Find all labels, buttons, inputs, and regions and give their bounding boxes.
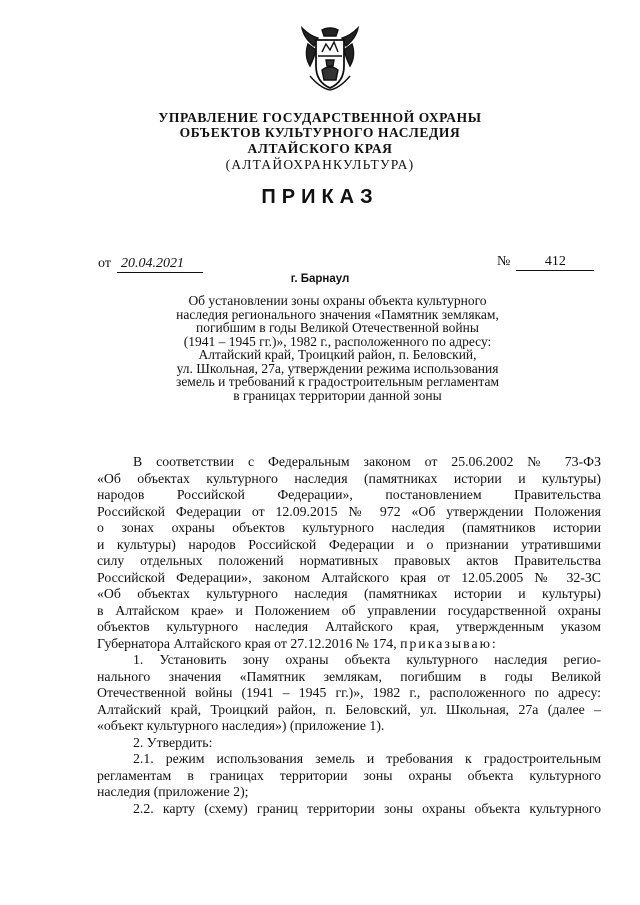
subject-line: погибшим в годы Великой Отечественной войны xyxy=(196,320,479,335)
body-line: силу отдельных положений нормативных правовых актов Правительства xyxy=(97,553,601,568)
body-line: в Алтайском крае» и Положением об управлении государственной охраны xyxy=(97,602,601,618)
subject-line: Алтайский край, Троицкий район, п. Беловский, xyxy=(198,347,477,362)
body-line: 2. Утвердить: xyxy=(133,734,213,750)
body-line: Алтайский край, Троицкий район, п. Беловский, ул. Школьная, 27а (далее – xyxy=(97,701,601,717)
subject-line: ул. Школьная, 27а, утверждении режима использования xyxy=(176,360,499,376)
document-type-title: ПРИКАЗ xyxy=(261,186,379,208)
body-line: 2.1. режим использования земель и требования к градостроительным xyxy=(133,751,601,766)
body-line: 1. Установить зону охраны объекта культурного наследия регио- xyxy=(133,652,601,667)
date-row xyxy=(98,256,203,273)
body-line xyxy=(97,636,601,653)
subject-line: земель и требований к градостроительным регламентам xyxy=(175,374,500,389)
org-short-name: (АЛТАЙОХРАНКУЛЬТУРА) xyxy=(225,157,415,172)
number-prefix: № xyxy=(497,254,511,269)
body-line: регламентам в границах территории зоны охраны объекта культурного xyxy=(97,767,601,783)
document-date: 20.04.2021 xyxy=(117,256,203,273)
body-line: наследия (приложение 2); xyxy=(97,784,249,799)
org-name-line: АЛТАЙСКОГО КРАЯ xyxy=(247,141,393,156)
subject-line: наследия регионального значения «Памятник землякам, xyxy=(176,306,499,322)
order-keyword: приказываю: xyxy=(400,635,498,651)
org-name-line: УПРАВЛЕНИЕ ГОСУДАРСТВЕННОЙ ОХРАНЫ xyxy=(158,110,482,125)
body-line-text: Губернатора Алтайского края от 27.12.2016 № 174, xyxy=(97,635,397,651)
body-line: 2.2. карту (схему) границ территории зоны охраны объекта культурного xyxy=(133,800,601,816)
order-subject xyxy=(140,294,535,402)
org-name-line: ОБЪЕКТОВ КУЛЬТУРНОГО НАСЛЕДИЯ xyxy=(179,125,461,140)
body-line: народов Российской Федерации», постановлением Правительства xyxy=(97,487,601,502)
body-line: Российской Федерации», законом Алтайского края от 12.05.2005 № 32-ЗС xyxy=(97,569,601,585)
body-line: Отечественной войны (1941 – 1945 гг.)», 1982 г., расположенного по адресу: xyxy=(97,685,601,700)
subject-line: (1941 – 1945 гг.)», 1982 г., расположенного по адресу: xyxy=(183,333,492,349)
body-line: объектов культурного наследия Алтайского края, утвержденным указом xyxy=(97,619,601,634)
city-name: г. Барнаул xyxy=(290,273,350,285)
body-line: «объект культурного наследия») (приложение 1). xyxy=(97,718,385,733)
order-body xyxy=(97,454,601,817)
date-prefix: от xyxy=(98,256,111,271)
body-line: Российской Федерации от 12.09.2015 № 972 «Об утверждении Положения xyxy=(97,503,601,519)
body-line: и культуры) народов Российской Федерации и о признании утратившими xyxy=(97,536,601,552)
number-row xyxy=(497,254,594,271)
coat-of-arms-emblem xyxy=(300,26,360,92)
body-line: «Об объектах культурного наследия (памятниках истории и культуры) xyxy=(97,586,601,601)
body-line: о зонах охраны объектов культурного наследия (памятников истории xyxy=(97,520,601,535)
body-line: «Об объектах культурного наследия (памятниках истории и культуры) xyxy=(97,470,601,486)
subject-line: Об установлении зоны охраны объекта культурного xyxy=(188,293,487,308)
document-number: 412 xyxy=(516,254,594,271)
body-line: В соответствии с Федеральным законом от 25.06.2002 № 73-ФЗ xyxy=(133,454,601,469)
subject-line: в границах территории данной зоны xyxy=(233,387,442,403)
body-line: нального значения «Памятник землякам, погибшим в годы Великой xyxy=(97,668,601,684)
